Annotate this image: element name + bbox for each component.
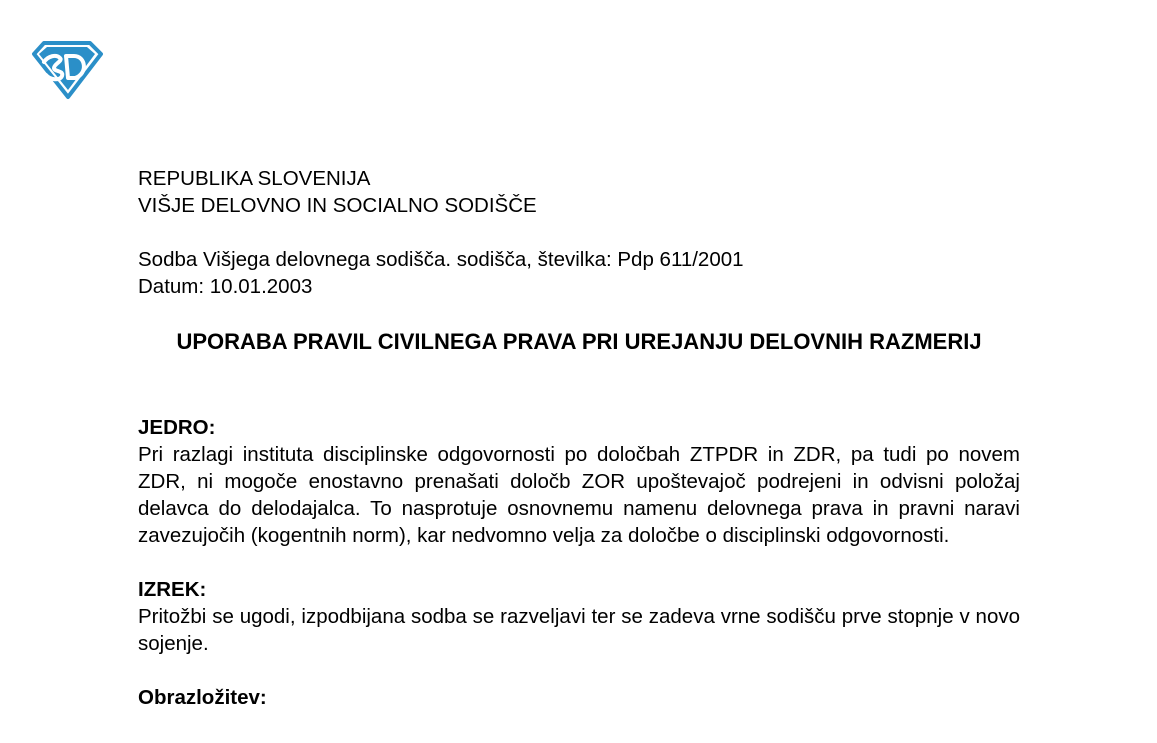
country-header: REPUBLIKA SLOVENIJA [138,167,371,190]
izrek-heading: IZREK: [138,578,207,601]
court-header: VIŠJE DELOVNO IN SOCIALNO SODIŠČE [138,194,537,217]
case-reference: Sodba Višjega delovnega sodišča. sodišča, številka: Pdp 611/2001 [138,248,744,271]
sd-diamond-logo-icon [30,40,104,100]
document-title: UPORABA PRAVIL CIVILNEGA PRAVA PRI UREJANJU DELOVNIH RAZMERIJ [176,329,982,354]
case-date: Datum: 10.01.2003 [138,275,313,298]
jedro-heading: JEDRO: [138,416,216,439]
izrek-section [138,576,1020,657]
jedro-section [138,414,1020,549]
obrazlozitev-heading: Obrazložitev: [138,686,267,709]
izrek-text: Pritožbi se ugodi, izpodbijana sodba se razveljavi ter se zadeva vrne sodišču prve stopnje v novo sojenje. [138,605,1020,655]
jedro-text: Pri razlagi instituta disciplinske odgovornosti po določbah ZTPDR in ZDR, pa tudi po novem ZDR, ni mogoče enostavno prenašati določb ZOR upoštevajoč podrejeni in odvisni položaj delavca do delodajalca. To nasprotuje osnovnemu namenu delovnega prava in pravni naravi zavezujočih (kogentnih norm), kar nedvomno velja za določbe o disciplinski odgovornosti. [138,443,1020,547]
document-page [138,165,1020,711]
